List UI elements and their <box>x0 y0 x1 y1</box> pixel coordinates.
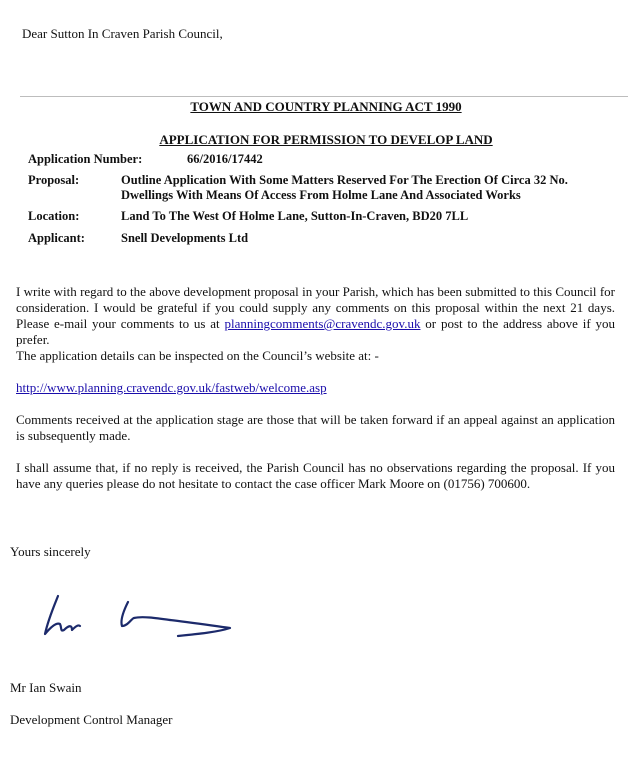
signer-name: Mr Ian Swain <box>10 680 82 695</box>
act-heading: TOWN AND COUNTRY PLANNING ACT 1990 <box>190 99 462 114</box>
body-paragraph-request <box>16 284 615 348</box>
signature-stroke <box>170 620 230 636</box>
request-text-end: or post to the address above if you prefer. <box>16 316 616 347</box>
proposal-value-line2: Dwellings With Means Of Access From Holme Lane And Associated Works <box>121 188 521 202</box>
divider-line <box>20 96 628 97</box>
application-heading: APPLICATION FOR PERMISSION TO DEVELOP LAND <box>159 132 493 147</box>
application-number-value: 66/2016/17442 <box>187 152 263 166</box>
location-label: Location: <box>28 209 80 223</box>
signature-stroke <box>45 596 80 634</box>
signature-stroke <box>121 602 170 626</box>
request-text-start: I write with regard to the above development proposal in your Parish, which has been submitted to this Council for consideration. I would be grateful if you could supply any comments on this proposal within the next 21 days. Please e-mail your comments to us at <box>16 284 615 331</box>
applicant-label: Applicant: <box>28 231 85 245</box>
body-paragraph-inspect: The application details can be inspected on the Council’s website at: - <box>16 348 379 363</box>
application-number-label: Application Number: <box>28 152 143 166</box>
applicant-value: Snell Developments Ltd <box>121 231 249 245</box>
body-paragraph-comments: Comments received at the application stage are those that will be taken forward if an appeal against an application is subsequently made. <box>16 412 615 443</box>
salutation: Dear Sutton In Craven Parish Council, <box>22 26 223 41</box>
email-link[interactable]: planningcomments@cravendc.gov.uk <box>224 316 421 331</box>
body-paragraph-observations: I shall assume that, if no reply is received, the Parish Council has no observations regarding the proposal. If you have any queries please do not hesitate to contact the case officer Mark Moore on (01756) 700600. <box>16 460 615 491</box>
signer-title: Development Control Manager <box>10 712 173 727</box>
website-line <box>16 380 327 396</box>
closing: Yours sincerely <box>10 544 91 559</box>
proposal-label: Proposal: <box>28 173 80 187</box>
location-value: Land To The West Of Holme Lane, Sutton-In-Craven, BD20 7LL <box>121 209 469 223</box>
proposal-value-line1: Outline Application With Some Matters Reserved For The Erection Of Circa 32 No. <box>121 173 568 187</box>
signature-image <box>38 592 238 642</box>
website-link[interactable]: http://www.planning.cravendc.gov.uk/fastweb/welcome.asp <box>16 380 327 395</box>
